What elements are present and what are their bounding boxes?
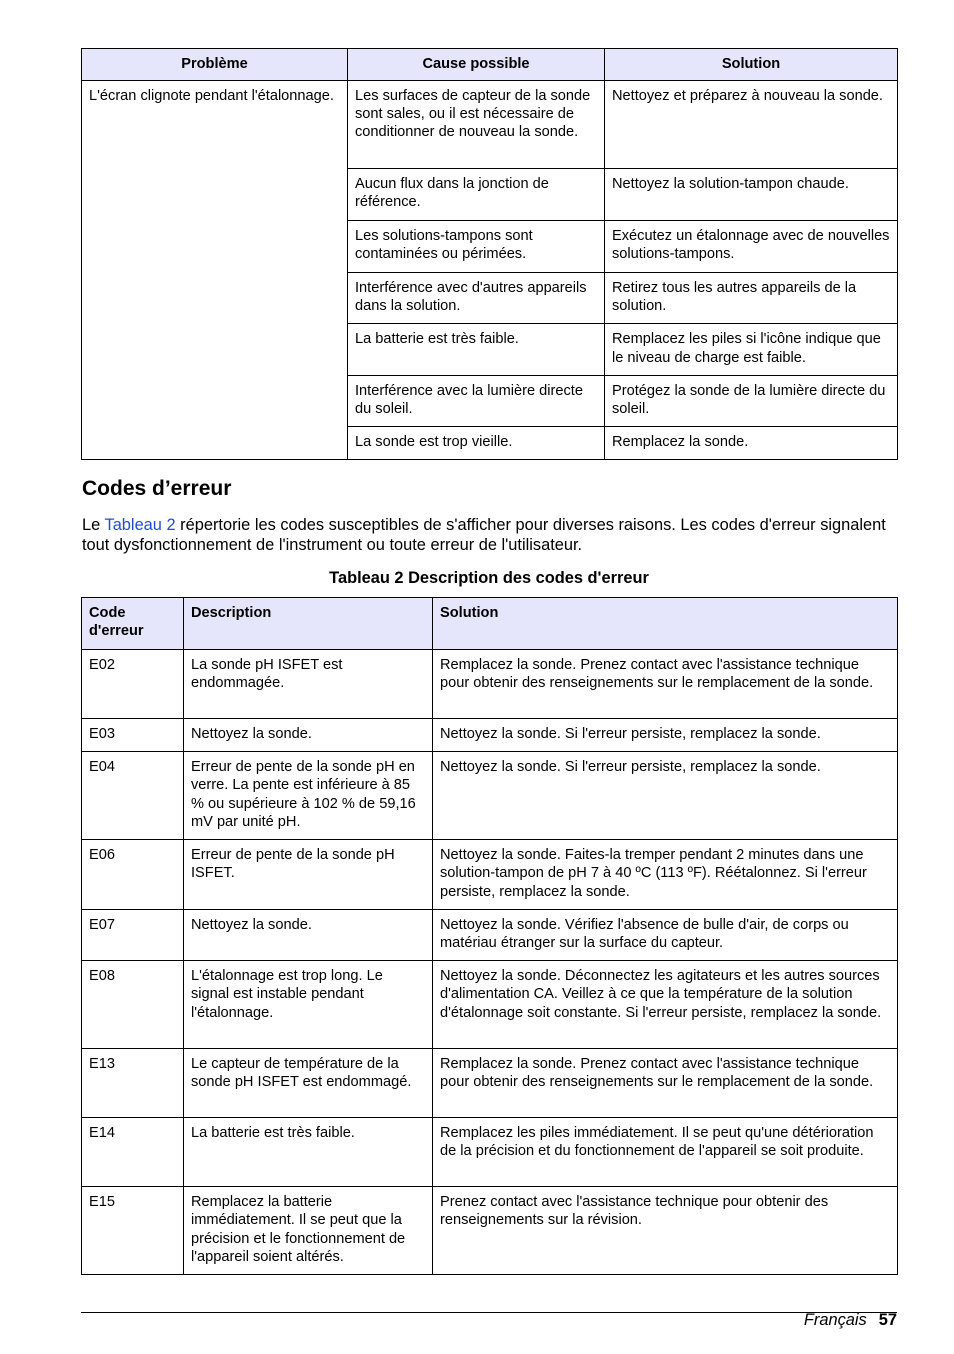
cause-cell: La sonde est trop vieille.: [348, 427, 605, 460]
footer-language: Français: [803, 1311, 867, 1329]
description-cell: L'étalonnage est trop long. Le signal est instable pendant l'étalonnage.: [184, 961, 433, 1049]
cause-cell: Les surfaces de capteur de la sonde sont sales, ou il est nécessaire de conditionner de nouveau la sonde.: [348, 81, 605, 169]
table-row: [82, 961, 898, 1049]
table-caption: Tableau 2 Description des codes d'erreur: [329, 569, 649, 587]
table-header-row: [82, 598, 898, 650]
description-cell: Erreur de pente de la sonde pH ISFET.: [184, 840, 433, 910]
header-description: Description: [184, 598, 433, 650]
page-footer: [804, 1311, 897, 1330]
code-cell: E15: [82, 1187, 184, 1275]
problem-cell: L'écran clignote pendant l'étalonnage.: [82, 81, 348, 460]
intro-paragraph: [82, 515, 897, 555]
solution-cell: Remplacez la sonde. Prenez contact avec l'assistance technique pour obtenir des renseignements sur le remplacement de la sonde.: [433, 650, 898, 719]
footer-divider: [81, 1312, 897, 1313]
description-cell: Nettoyez la sonde.: [184, 909, 433, 960]
solution-cell: Nettoyez la solution-tampon chaude.: [605, 169, 898, 221]
solution-cell: Nettoyez la sonde. Si l'erreur persiste, remplacez la sonde.: [433, 752, 898, 840]
cause-cell: Interférence avec la lumière directe du soleil.: [348, 375, 605, 426]
description-cell: La sonde pH ISFET est endommagée.: [184, 650, 433, 719]
code-cell: E03: [82, 719, 184, 752]
code-cell: E02: [82, 650, 184, 719]
code-cell: E13: [82, 1049, 184, 1118]
intro-suffix: répertorie les codes susceptibles de s'afficher pour diverses raisons. Les codes d'erreur signalent tout dysfonctionnement de l'instrument ou toute erreur de l'utilisateur.: [82, 516, 886, 554]
solution-cell: Nettoyez la sonde. Si l'erreur persiste, remplacez la sonde.: [433, 719, 898, 752]
cause-cell: Aucun flux dans la jonction de référence.: [348, 169, 605, 221]
table-row: [82, 1049, 898, 1118]
table-row: [82, 650, 898, 719]
code-cell: E04: [82, 752, 184, 840]
solution-cell: Remplacez les piles immédiatement. Il se peut qu'une détérioration de la précision et du fonctionnement de l'appareil se soit produite.: [433, 1118, 898, 1187]
solution-cell: Exécutez un étalonnage avec de nouvelles solutions-tampons.: [605, 221, 898, 273]
header-solution: Solution: [433, 598, 898, 650]
intro-prefix: Le: [82, 516, 105, 534]
table-header-row: [82, 49, 898, 81]
solution-cell: Remplacez la sonde. Prenez contact avec l'assistance technique pour obtenir des renseignements sur le remplacement de la sonde.: [433, 1049, 898, 1118]
solution-cell: Nettoyez la sonde. Vérifiez l'absence de bulle d'air, de corps ou matériau étranger sur la surface du capteur.: [433, 909, 898, 960]
header-problem: Problème: [82, 49, 348, 81]
header-solution: Solution: [605, 49, 898, 81]
table-row: [82, 840, 898, 910]
table-2-link[interactable]: Tableau 2: [104, 516, 176, 534]
description-cell: Nettoyez la sonde.: [184, 719, 433, 752]
solution-cell: Prenez contact avec l'assistance technique pour obtenir des renseignements sur la révision.: [433, 1187, 898, 1275]
code-cell: E07: [82, 909, 184, 960]
description-cell: Remplacez la batterie immédiatement. Il se peut que la précision et le fonctionnement de l'appareil soient altérés.: [184, 1187, 433, 1275]
solution-cell: Nettoyez et préparez à nouveau la sonde.: [605, 81, 898, 169]
description-cell: Erreur de pente de la sonde pH en verre. La pente est inférieure à 85 % ou supérieure à 102 % de 59,16 mV par unité pH.: [184, 752, 433, 840]
cause-cell: Les solutions-tampons sont contaminées ou périmées.: [348, 221, 605, 273]
table-row: [82, 81, 898, 169]
header-cause: Cause possible: [348, 49, 605, 81]
cause-cell: La batterie est très faible.: [348, 324, 605, 375]
description-cell: La batterie est très faible.: [184, 1118, 433, 1187]
troubleshooting-table: [81, 48, 898, 460]
description-cell: Le capteur de température de la sonde pH ISFET est endommagé.: [184, 1049, 433, 1118]
table-row: [82, 719, 898, 752]
error-codes-table: [81, 597, 898, 1275]
solution-cell: Protégez la sonde de la lumière directe du soleil.: [605, 375, 898, 426]
solution-cell: Nettoyez la sonde. Déconnectez les agitateurs et les autres sources d'alimentation CA. Veillez à ce que la température de la solution d'étalonnage soit constante. Si l'erreur persiste, remplacez la sonde.: [433, 961, 898, 1049]
table-row: [82, 1118, 898, 1187]
section-heading: Codes d’erreur: [82, 477, 232, 500]
code-cell: E14: [82, 1118, 184, 1187]
solution-cell: Retirez tous les autres appareils de la solution.: [605, 273, 898, 324]
solution-cell: Remplacez la sonde.: [605, 427, 898, 460]
solution-cell: Nettoyez la sonde. Faites-la tremper pendant 2 minutes dans une solution-tampon de pH 7 à 40 ºC (113 ºF). Réétalonnez. Si l'erreur persiste, remplacez la sonde.: [433, 840, 898, 910]
code-cell: E06: [82, 840, 184, 910]
page-number: 57: [878, 1311, 897, 1329]
table-row: [82, 909, 898, 960]
code-cell: E08: [82, 961, 184, 1049]
solution-cell: Remplacez les piles si l'icône indique que le niveau de charge est faible.: [605, 324, 898, 375]
table-row: [82, 752, 898, 840]
header-code: Code d'erreur: [82, 598, 184, 650]
cause-cell: Interférence avec d'autres appareils dans la solution.: [348, 273, 605, 324]
table-row: [82, 1187, 898, 1275]
